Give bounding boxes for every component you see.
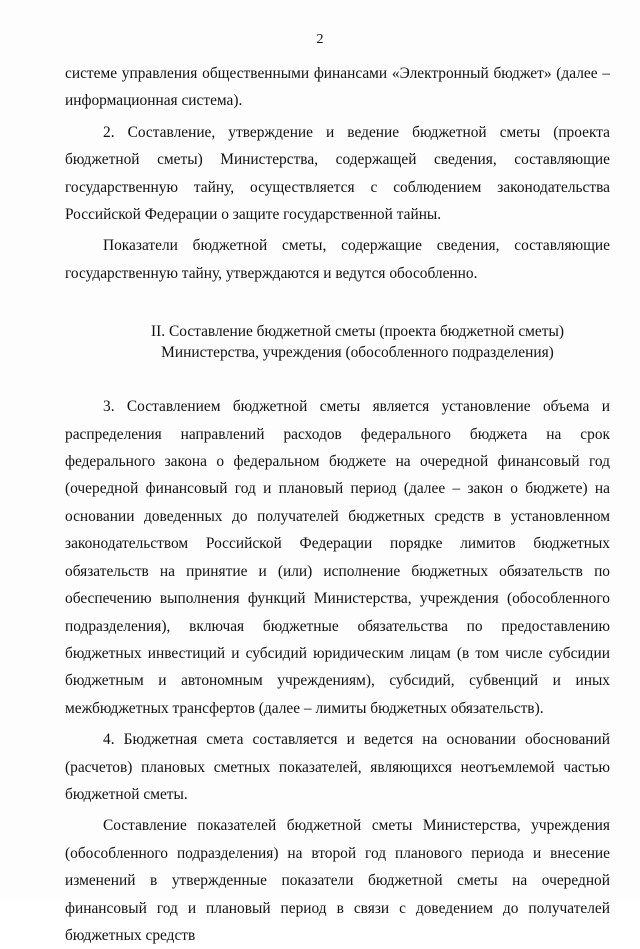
section-heading-line-2: Министерства, учреждения (обособленного подразделения) (161, 344, 554, 362)
paragraph-item-3: 3. Составлением бюджетной сметы является установление объема и распределения направлений расходов федерального бюджета на срок федерального закона о федеральном бюджете на очередной финансовый год (очередной финансовый год и плановый период (далее – закон о бюджете) на основании доведенных до получателей бюджетных средств в установленном законодательством Российской Федерации порядке лимитов бюджетных обязательств на принятие и (или) исполнение бюджетных обязательств по обеспечению выполнения функций Министерства, учреждения (обособленного подразделения), включая бюджетные обязательства по предоставлению бюджетных инвестиций и субсидий юридическим лицам (в том числе субсидии бюджетным и автономным учреждениям), субсидий, субвенций и иных межбюджетных трансфертов (далее – лимиты бюджетных обязательств). (65, 398, 610, 717)
paragraph-item-2: 2. Составление, утверждение и ведение бюджетной сметы (проекта бюджетной сметы) Министерства, содержащей сведения, составляющие государственную тайну, осуществляется с соблюдением законодательства Российской Федерации о защите государственной тайны. (65, 123, 610, 224)
section-heading (65, 321, 610, 363)
document-body (65, 60, 610, 949)
paragraph-information-system: системе управления общественными финансами «Электронный бюджет» (далее – информационная система). (65, 65, 610, 110)
paragraph-indicators-secret: Показатели бюджетной сметы, содержащие сведения, составляющие государственную тайну, утверждаются и ведутся обособленно. (65, 237, 610, 282)
page-number: 2 (316, 32, 324, 47)
paragraph-second-year: Составление показателей бюджетной сметы Министерства, учреждения (обособленного подразделения) на второй год планового периода и внесение изменений в утвержденные показатели бюджетной сметы на очередной финансовый год и плановый период в связи с доведением до получателей бюджетных средств (65, 817, 610, 944)
paragraph-item-4: 4. Бюджетная смета составляется и ведется на основании обоснований (расчетов) плановых сметных показателей, являющихся неотъемлемой частью бюджетной сметы. (65, 731, 610, 803)
section-heading-line-1: II. Составление бюджетной сметы (проекта бюджетной сметы) (151, 323, 564, 341)
